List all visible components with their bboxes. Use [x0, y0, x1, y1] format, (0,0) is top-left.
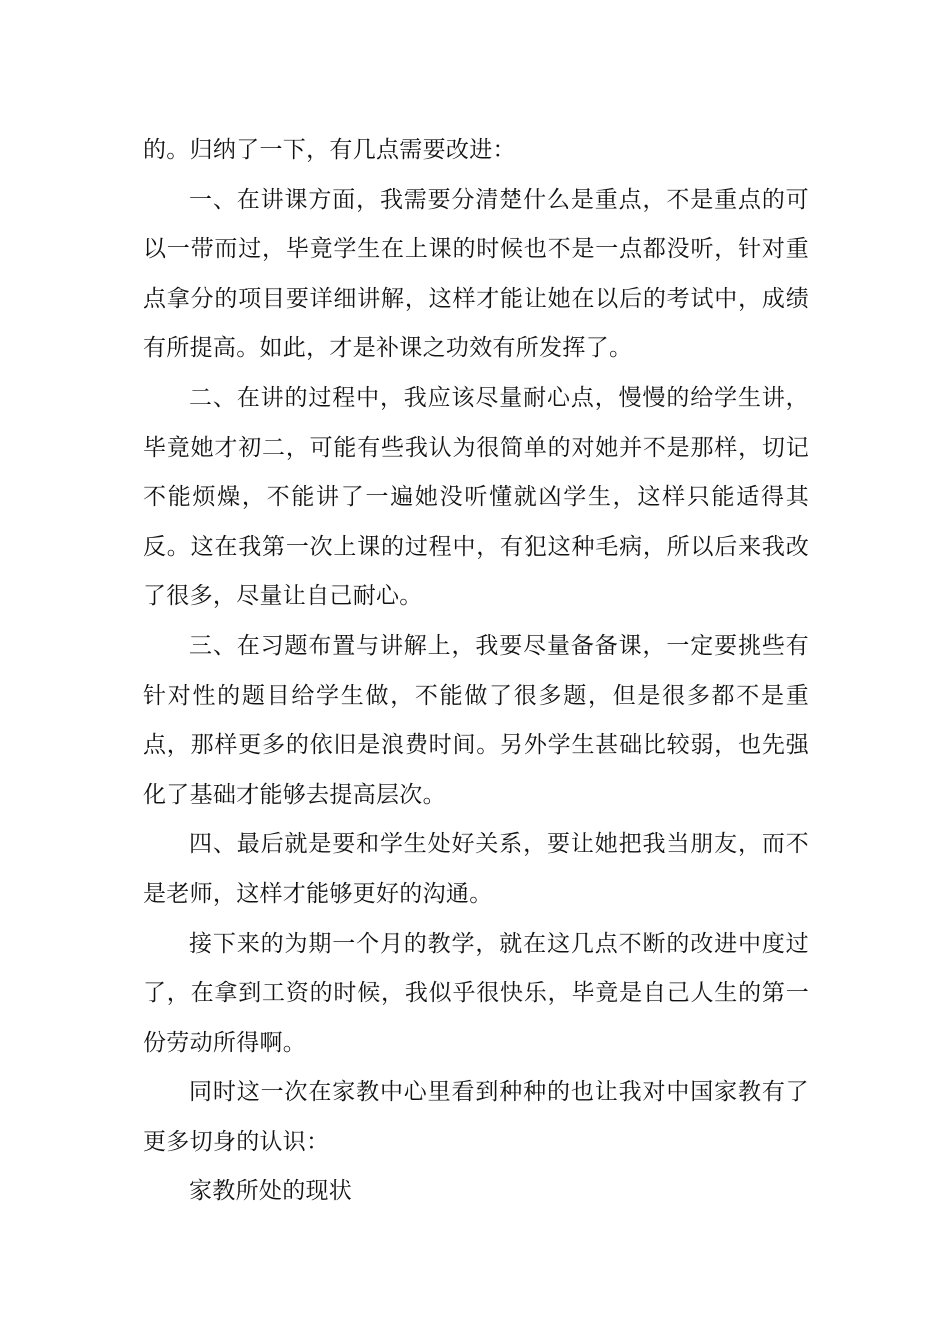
paragraph-point-two: 二、在讲的过程中，我应该尽量耐心点，慢慢的给学生讲，毕竟她才初二，可能有些我认为很简单的对她并不是那样，切记不能烦燥，不能讲了一遍她没听懂就凶学生，这样只能适得其反。这在我第一次上课的过程中，有犯这种毛病，所以后来我改了很多，尽量让自己耐心。 [143, 384, 809, 610]
paragraph-point-three: 三、在习题布置与讲解上，我要尽量备备课，一定要挑些有针对性的题目给学生做，不能做了很多题，但是很多都不是重点，那样更多的依旧是浪费时间。另外学生甚础比较弱，也先强化了基础才能够去提高层次。 [143, 632, 809, 808]
paragraph-continuation: 的。归纳了一下，有几点需要改进： [143, 137, 516, 163]
paragraph-point-one: 一、在讲课方面，我需要分清楚什么是重点，不是重点的可以一带而过，毕竟学生在上课的时候也不是一点都没听，针对重点拿分的项目要详细讲解，这样才能让她在以后的考试中，成绩有所提高。如此，才是补课之功效有所发挥了。 [143, 186, 809, 362]
paragraph-point-four: 四、最后就是要和学生处好关系，要让她把我当朋友，而不是老师，这样才能够更好的沟通。 [143, 831, 809, 907]
paragraph-month-summary: 接下来的为期一个月的教学，就在这几点不断的改进中度过了，在拿到工资的时候，我似乎很快乐，毕竟是自己人生的第一份劳动所得啊。 [143, 930, 809, 1056]
section-heading-status: 家教所处的现状 [189, 1178, 353, 1205]
paragraph-tutoring-insight: 同时这一次在家教中心里看到种种的也让我对中国家教有了更多切身的认识： [143, 1079, 809, 1155]
document-body [143, 126, 809, 1217]
